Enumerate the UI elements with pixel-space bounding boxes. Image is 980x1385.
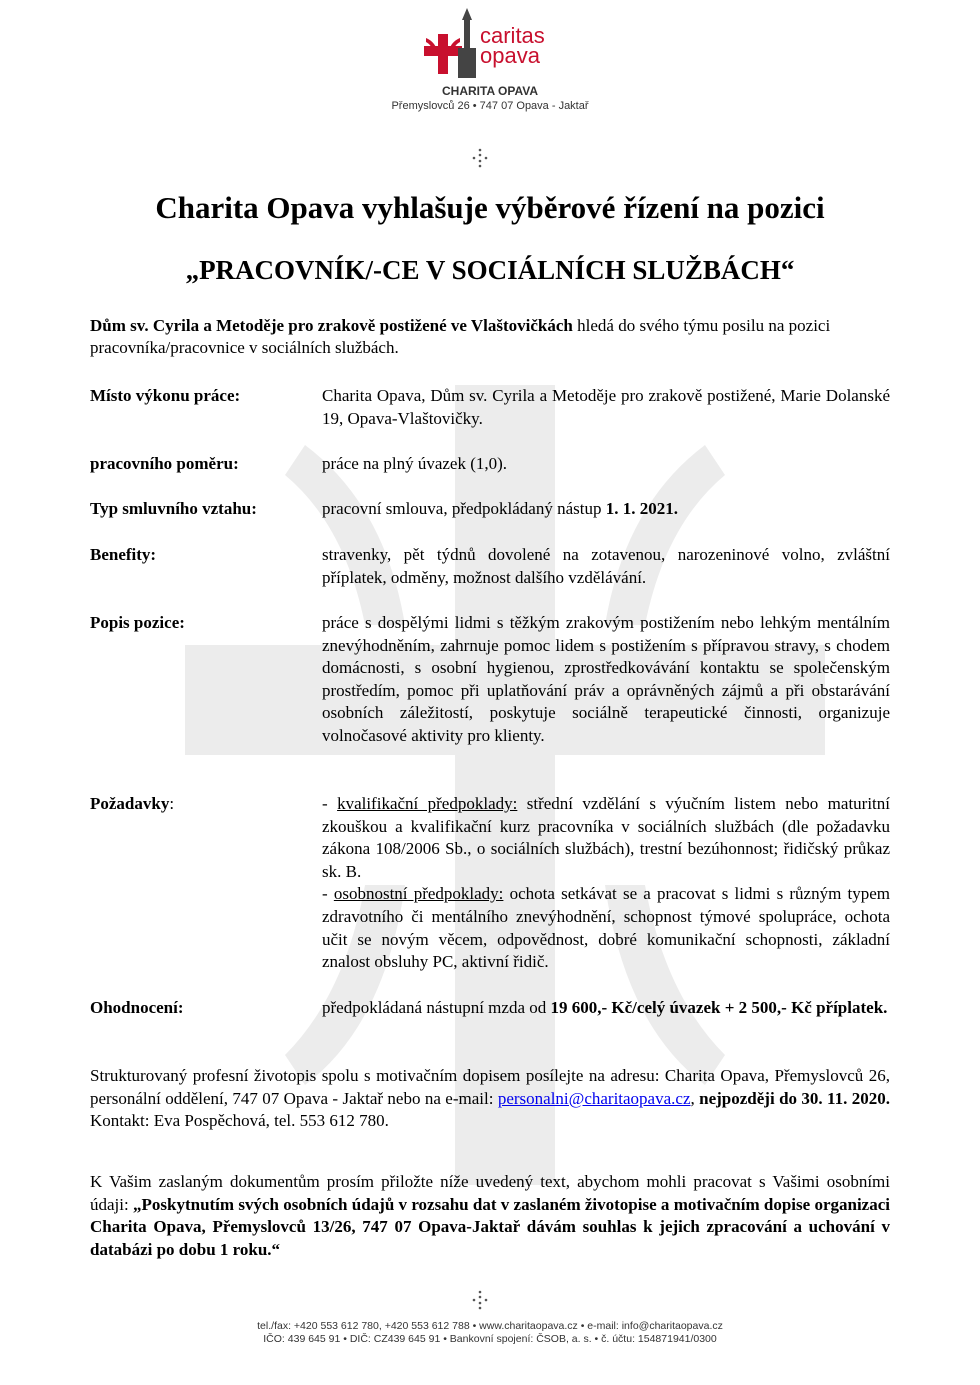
row-ohodnoceni — [90, 997, 890, 1020]
req-osobnostni — [322, 883, 890, 973]
req-dash: - — [322, 794, 338, 813]
value-benefity: stravenky, pět týdnů dovolené na zotavenou, narozeninové volno, zvláštní příplatek, odměny, možnost dalšího vzdělávání. — [322, 545, 890, 587]
footer-bank: IČO: 439 645 91 • DIČ: CZ439 645 91 • Bankovní spojení: ČSOB, a. s. • č. účtu: 154871941/0300 — [263, 1333, 717, 1345]
value-popis: práce s dospělými lidmi s těžkým zrakovým postižením nebo lehkým mentálním znevýhodněním, zahrnuje pomoc lidem s postižením s přípravou stravy, s chodem domácnosti, s osobní hygienou, zprostředkovávání kontaktu se společenským prostředím, pomoc při uplatňování práv a oprávněných zájmů a při obstarávání osobních záležitostí, poskytuje sociálně terapeutické činnosti, organizuje volnočasové aktivity pro klienty. — [322, 613, 890, 745]
footer — [0, 1320, 980, 1346]
value-typ — [322, 498, 890, 521]
logo-line2: opava — [480, 43, 540, 68]
page-title: Charita Opava vyhlašuje výběrové řízení na pozici — [155, 190, 825, 225]
closing-consent — [90, 1171, 890, 1261]
row-pozadavky — [90, 793, 890, 974]
row-pomer — [90, 453, 890, 476]
label-pomer: pracovního poměru: — [90, 454, 239, 473]
closing-sep: , — [690, 1088, 700, 1108]
label-pozadavky-text: Požadavky — [90, 794, 170, 813]
label-popis: Popis pozice: — [90, 613, 185, 632]
closing-text: Strukturovaný profesní životopis spolu s motivačním dopisem posílejte na adresu: Charita Opava, Přemyslovců 26, personální oddělení, 747 07 Opava - Jaktař nebo na e-mail: — [90, 1066, 890, 1108]
label-typ: Typ smluvního vztahu: — [90, 499, 257, 518]
req-kvalifikacni — [322, 793, 890, 883]
intro-paragraph — [90, 315, 890, 359]
row-misto — [90, 385, 890, 430]
consent-text: K Vašim zaslaným dokumentům prosím přiložte níže uvedený text, abychom mohli pracovat s Vašimi osobními údaji: — [90, 1172, 890, 1214]
req-osobnostni-label: osobnostní předpoklady: — [333, 884, 504, 904]
req-kvalifikacni-text: střední vzdělání s výučním listem nebo maturitní zkouškou a kvalifikační kurz pracovníka v sociálních službách (dle požadavku zákona 108/2006 Sb., o sociálních službách), trestní bezúhonnost; řidičský průkaz sk. B. — [322, 794, 890, 881]
req-osobnostni-text: ochota setkávat se a pracovat s lidmi s různým typem zdravotního či mentálního znevýhodnění, schopnost týmové spolupráce, ochota učit se novým věcem, odpovědnost, dobré komunikační schopnosti, základní znalost obsluhy PC, aktivní řidič. — [322, 884, 890, 972]
value-ohodnoceni-amount: 19 600,- Kč/celý úvazek + 2 500,- Kč příplatek. — [550, 998, 888, 1017]
closing-application — [90, 1065, 890, 1133]
value-ohodnoceni — [322, 997, 890, 1020]
value-typ-text: pracovní smlouva, předpokládaný nástup — [322, 499, 606, 518]
row-benefity — [90, 544, 890, 589]
label-benefity: Benefity: — [90, 545, 157, 564]
value-ohodnoceni-text: předpokládaná nástupní mzda od — [322, 998, 551, 1017]
org-name: CHARITA OPAVA — [442, 84, 538, 98]
label-pozadavky — [90, 793, 315, 816]
dots-ornament-icon — [470, 148, 490, 168]
row-popis — [90, 612, 890, 748]
logo-text — [480, 23, 545, 68]
value-pomer: práce na plný úvazek (1,0). — [322, 454, 508, 473]
value-typ-date: 1. 1. 2021. — [605, 499, 678, 518]
intro-bold: Dům sv. Cyrila a Metoděje pro zrakově postižené ve Vlaštovičkách — [90, 316, 573, 335]
consent-bold: „Poskytnutím svých osobních údajů v rozsahu dat v zaslaném životopise a motivačním dopise organizaci Charita Opava, Přemyslovců 13/26, 747 07 Opava-Jaktař dávám souhlas k jejich zpracování a uchování v databázi po dobu 1 roku.“ — [90, 1194, 890, 1259]
label-misto: Místo výkonu práce: — [90, 386, 241, 405]
label-ohodnoceni: Ohodnocení: — [90, 998, 184, 1017]
req-kvalifikacni-label: kvalifikační předpoklady: — [337, 794, 518, 813]
logo-line1: caritas — [480, 23, 545, 48]
dots-ornament-icon — [470, 1290, 490, 1310]
deadline: nejpozději do 30. 11. 2020. — [699, 1088, 891, 1108]
email-link[interactable]: personalni@charitaopava.cz — [497, 1088, 691, 1108]
value-misto: Charita Opava, Dům sv. Cyrila a Metoděje pro zrakově postižené, Marie Dolanské 19, Opava-Vlaštovičky. — [322, 386, 890, 428]
org-address: Přemyslovců 26 • 747 07 Opava - Jaktař — [391, 100, 589, 112]
footer-contact: tel./fax: +420 553 612 780, +420 553 612 788 • www.charitaopava.cz • e-mail: info@charitaopava.cz — [257, 1320, 723, 1332]
contact: Kontakt: Eva Pospěchová, tel. 553 612 780. — [90, 1111, 389, 1131]
intro-rest: hledá do svého týmu posilu na pozici pracovníka/pracovnice v sociálních službách. — [90, 316, 831, 357]
value-pozadavky — [322, 793, 890, 974]
position-title: „PRACOVNÍK/-CE V SOCIÁLNÍCH SLUŽBÁCH“ — [185, 255, 795, 285]
req-dash: - — [322, 884, 334, 904]
label-pozadavky-colon: : — [169, 794, 175, 813]
row-typ — [90, 498, 890, 521]
